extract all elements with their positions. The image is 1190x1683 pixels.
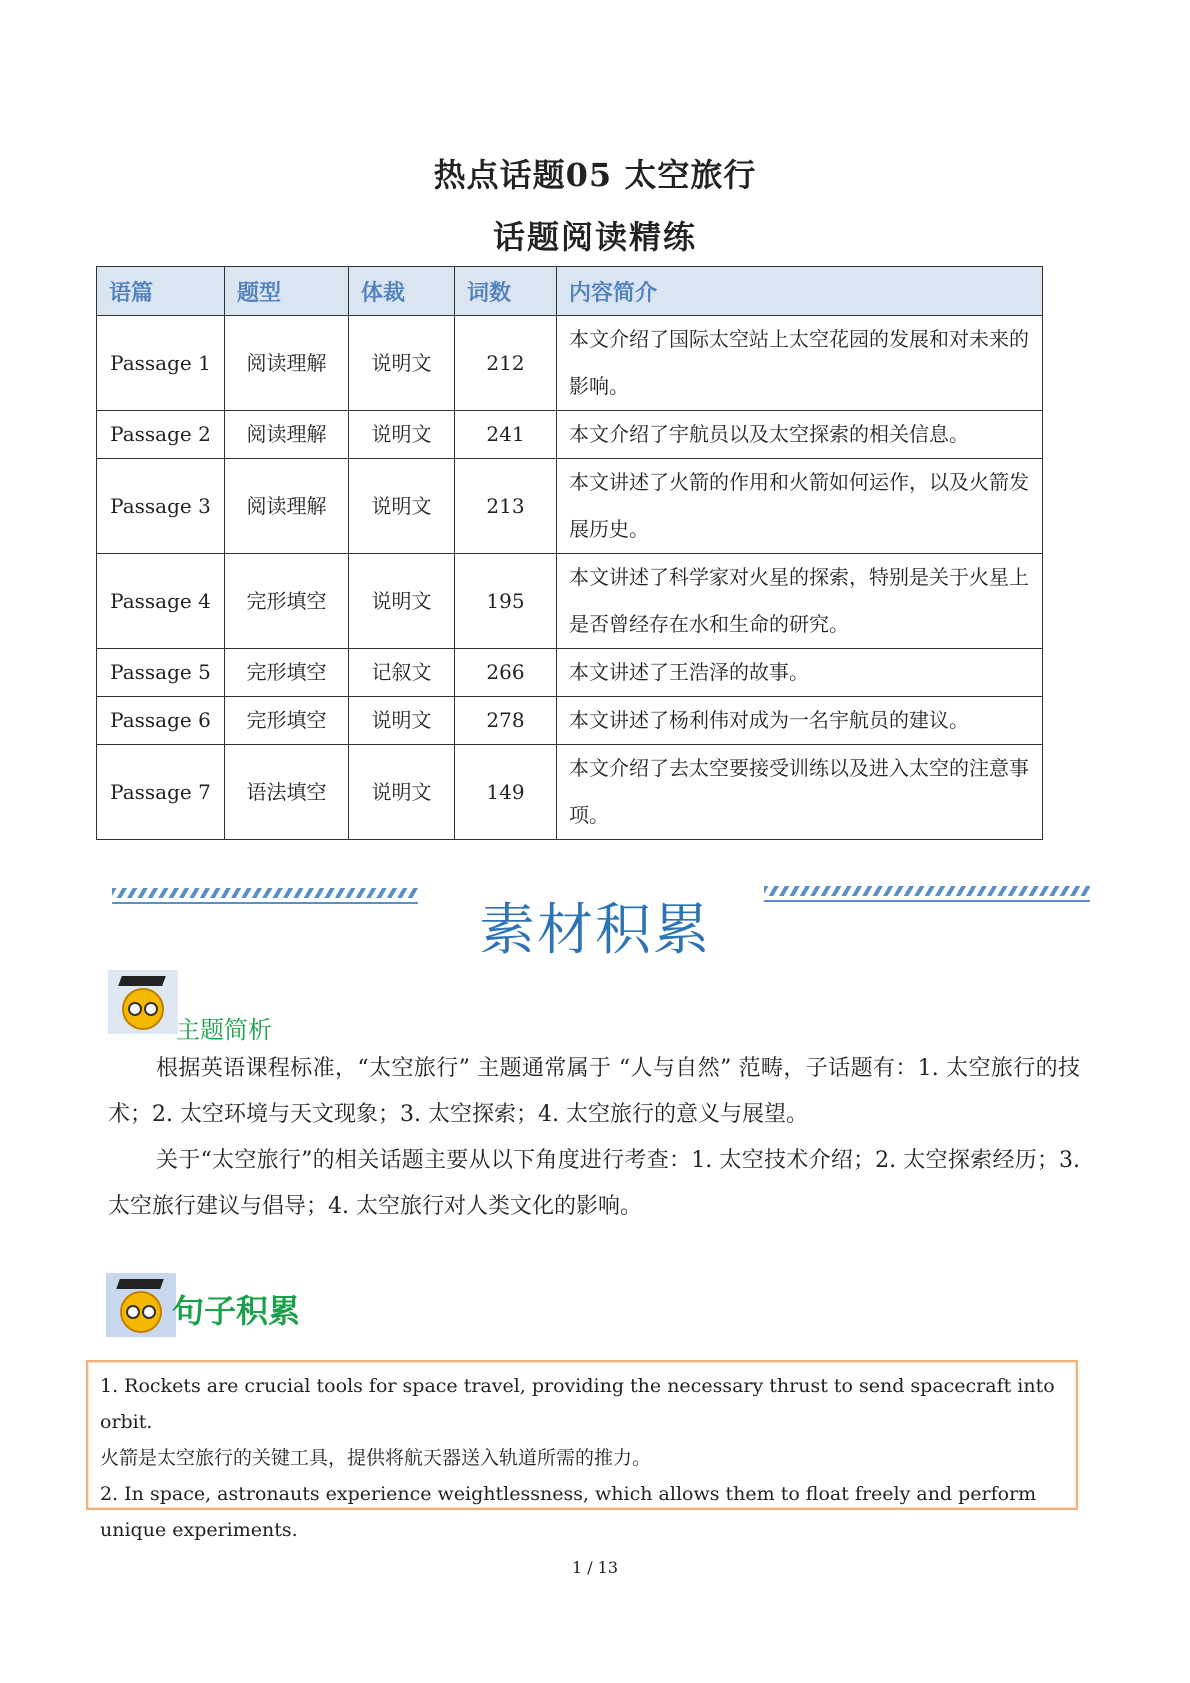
cell-summary: 本文讲述了杨利伟对成为一名宇航员的建议。 [557, 697, 1043, 745]
cell-genre: 说明文 [349, 459, 455, 554]
cell-passage: Passage 4 [97, 554, 225, 649]
cell-type: 阅读理解 [225, 411, 349, 459]
cell-passage: Passage 1 [97, 316, 225, 411]
sentence-box [86, 1360, 1078, 1541]
cell-type: 阅读理解 [225, 459, 349, 554]
cell-genre: 说明文 [349, 697, 455, 745]
cell-type: 完形填空 [225, 554, 349, 649]
cell-passage: Passage 2 [97, 411, 225, 459]
table-row [97, 316, 1043, 411]
cell-passage: Passage 7 [97, 745, 225, 840]
sentence-1-zh: 火箭是太空旅行的关键工具，提供将航天器送入轨道所需的推力。 [100, 1447, 652, 1469]
header-summary: 内容简介 [557, 267, 1043, 316]
cell-words: 266 [455, 649, 557, 697]
table-row [97, 459, 1043, 554]
cell-words: 195 [455, 554, 557, 649]
section-title: 素材积累 [479, 898, 711, 963]
topic-heading: 主题简析 [176, 1016, 272, 1044]
document-subtitle: 话题阅读精练 [492, 218, 697, 256]
cell-summary: 本文介绍了去太空要接受训练以及进入太空的注意事项。 [557, 745, 1043, 840]
cell-type: 完形填空 [225, 697, 349, 745]
cell-genre: 记叙文 [349, 649, 455, 697]
cell-genre: 说明文 [349, 316, 455, 411]
table-header-row [97, 267, 1043, 316]
header-passage: 语篇 [97, 267, 225, 316]
cell-type: 完形填空 [225, 649, 349, 697]
cell-summary: 本文介绍了国际太空站上太空花园的发展和对未来的影响。 [557, 316, 1043, 411]
sentence-1-en: 1. Rockets are crucial tools for space travel, providing the necessary thrust to send spacecraft into orbit. [100, 1375, 1055, 1433]
cell-summary: 本文讲述了火箭的作用和火箭如何运作，以及火箭发展历史。 [557, 459, 1043, 554]
passage-overview-table [96, 266, 1043, 840]
sentences-heading: 句子积累 [172, 1292, 301, 1330]
cell-type: 阅读理解 [225, 316, 349, 411]
cell-genre: 说明文 [349, 554, 455, 649]
header-type: 题型 [225, 267, 349, 316]
cell-genre: 说明文 [349, 745, 455, 840]
topic-paragraph-2: 关于“太空旅行”的相关话题主要从以下角度进行考查：1. 太空技术介绍；2. 太空探索经历；3. 太空旅行建议与倡导；4. 太空旅行对人类文化的影响。 [108, 1148, 1080, 1219]
cell-words: 213 [455, 459, 557, 554]
cell-words: 149 [455, 745, 557, 840]
cell-passage: Passage 3 [97, 459, 225, 554]
cell-type: 语法填空 [225, 745, 349, 840]
cell-passage: Passage 6 [97, 697, 225, 745]
table-row [97, 554, 1043, 649]
cell-passage: Passage 5 [97, 649, 225, 697]
cell-words: 241 [455, 411, 557, 459]
header-words: 词数 [455, 267, 557, 316]
page-number: 1 / 13 [571, 1558, 619, 1577]
cell-summary: 本文讲述了科学家对火星的探索，特别是关于火星上是否曾经存在水和生命的研究。 [557, 554, 1043, 649]
mascot-icon [106, 1273, 176, 1337]
cell-words: 212 [455, 316, 557, 411]
table-row [97, 697, 1043, 745]
cell-summary: 本文介绍了宇航员以及太空探索的相关信息。 [557, 411, 1043, 459]
cell-summary: 本文讲述了王浩泽的故事。 [557, 649, 1043, 697]
table-row [97, 649, 1043, 697]
topic-paragraph-1: 根据英语课程标准，“太空旅行” 主题通常属于 “人与自然” 范畴，子话题有：1. 太空旅行的技术；2. 太空环境与天文现象；3. 太空探索；4. 太空旅行的意义与展望。 [108, 1056, 1080, 1127]
mascot-icon [108, 970, 178, 1034]
document-title: 热点话题05 太空旅行 [433, 156, 757, 194]
cell-genre: 说明文 [349, 411, 455, 459]
sentence-2-en: 2. In space, astronauts experience weightlessness, which allows them to float freely and perform unique experiments. [100, 1483, 1037, 1541]
table-row [97, 411, 1043, 459]
header-genre: 体裁 [349, 267, 455, 316]
table-row [97, 745, 1043, 840]
cell-words: 278 [455, 697, 557, 745]
